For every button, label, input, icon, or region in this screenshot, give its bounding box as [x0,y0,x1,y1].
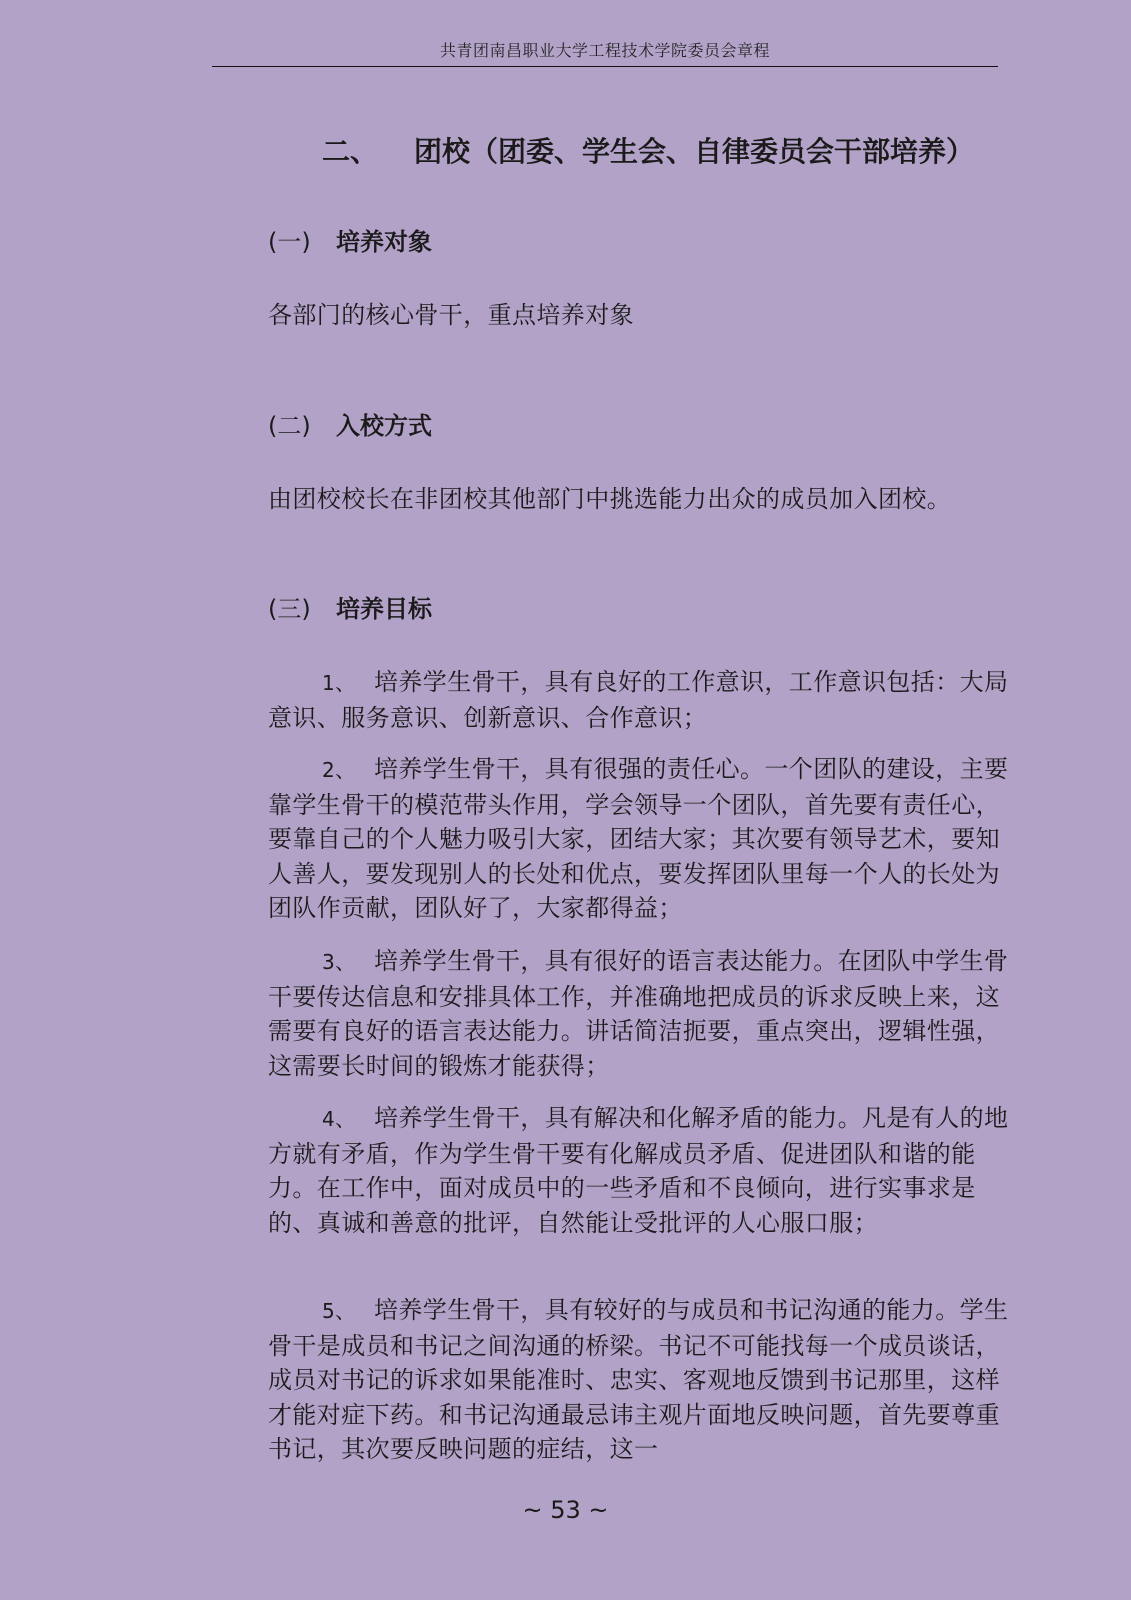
subsection-number: (二) [268,412,311,440]
goal-index: 2、 [322,758,356,782]
goal-text: 培养学生骨干，具有较好的与成员和书记沟通的能力。学生骨干是成员和书记之间沟通的桥梁。书记不可能找每一个成员谈话，成员对书记的诉求如果能准时、忠实、客观地反馈到书记那里，这样才能对症下药。和书记沟通最忌讳主观片面地反映问题，首先要尊重书记，其次要反映问题的症结，这一 [268,1296,1009,1463]
header-rule [212,66,998,67]
page-number: ~ 53 ~ [522,1496,609,1524]
goal-text: 培养学生骨干，具有解决和化解矛盾的能力。凡是有人的地方就有矛盾，作为学生骨干要有化解成员矛盾、促进团队和谐的能力。在工作中，面对成员中的一些矛盾和不良倾向，进行实事求是的、真诚和善意的批评，自然能让受批评的人心服口服； [268,1104,1009,1237]
goal-text: 培养学生骨干，具有良好的工作意识，工作意识包括：大局意识、服务意识、创新意识、合作意识； [268,668,1009,732]
section-title [322,130,974,170]
subsection-title: 入校方式 [336,412,432,440]
goal-text: 培养学生骨干，具有很强的责任心。一个团队的建设，主要靠学生骨干的模范带头作用，学会领导一个团队，首先要有责任心，要靠自己的个人魅力吸引大家，团结大家；其次要有领导艺术，要知人善人，要发现别人的长处和优点，要发挥团队里每一个人的长处为团队作贡献，团队好了，大家都得益； [268,755,1009,922]
goal-paragraph-1 [268,665,1013,735]
subsection-heading-2 [268,406,432,441]
subsection-number: (三) [268,595,311,623]
goal-paragraph-2 [268,752,1013,926]
subsection-heading-3 [268,589,432,624]
goal-paragraph-3 [268,944,1013,1083]
running-header: 共青团南昌职业大学工程技术学院委员会章程 [439,41,770,60]
subsection-body-2: 由团校校长在非团校其他部门中挑选能力出众的成员加入团校。 [268,485,952,513]
section-heading: 团校（团委、学生会、自律委员会干部培养） [414,135,975,168]
subsection-body-1: 各部门的核心骨干，重点培养对象 [268,301,634,329]
subsection-title: 培养目标 [336,595,432,623]
goal-index: 5、 [322,1299,356,1323]
goal-index: 3、 [322,950,356,974]
goal-index: 1、 [322,671,356,695]
goal-paragraph-5 [268,1293,1013,1467]
subsection-title: 培养对象 [336,228,432,256]
goal-index: 4、 [322,1107,356,1131]
goal-paragraph-4 [268,1101,1013,1240]
subsection-number: (一) [268,228,311,256]
section-number: 二、 [322,135,379,168]
subsection-heading-1 [268,222,432,257]
goal-text: 培养学生骨干，具有很好的语言表达能力。在团队中学生骨干要传达信息和安排具体工作，并准确地把成员的诉求反映上来，这需要有良好的语言表达能力。讲话简洁扼要，重点突出，逻辑性强，这需要长时间的锻炼才能获得； [268,947,1009,1080]
